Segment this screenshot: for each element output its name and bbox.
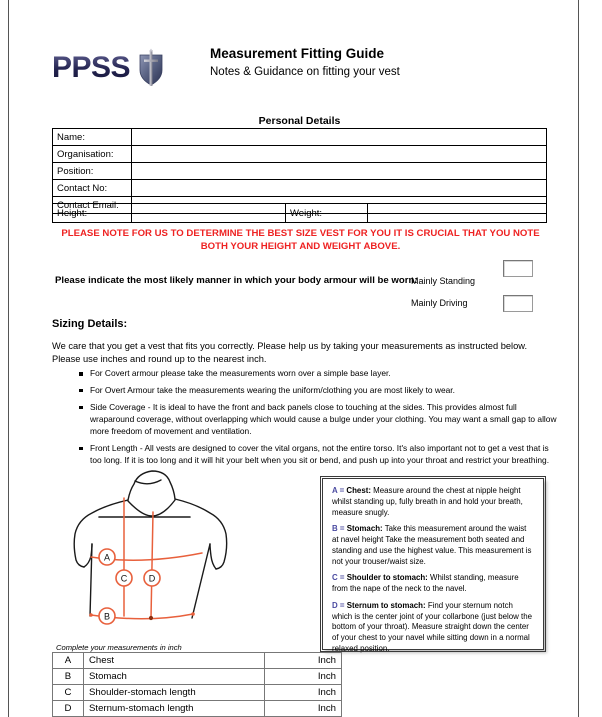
page-border-right <box>578 0 579 717</box>
field-label-height: Height: <box>53 204 132 223</box>
meas-input-d[interactable] <box>265 701 342 717</box>
instruction-term-d: Sternum to stomach: <box>346 600 426 610</box>
meas-key-a: A <box>53 653 84 669</box>
instruction-item-d: D = Sternum to stomach: Find your sternum notch which is the center joint of your collarbone (just below the bottom of your throat). Measure straight down the center of your chest to your navel while sitting down in a normal relaxed position. <box>332 600 533 653</box>
instruction-item-b: B = Stomach: Take this measurement around the waist at navel height Take the measurement both seated and standing and use the highest value. This measurement is not your trouser/waist size. <box>332 524 532 566</box>
instruction-text-d: Find your sternum notch which is the center joint of your collarbone (just below the bottom of your throat). Measure straight down the center of your chest to your navel while sitting down in a normal relaxed position. <box>332 600 533 653</box>
manner-option-standing-label: Mainly Standing <box>411 276 476 286</box>
instruction-term-c: Shoulder to stomach: <box>346 573 428 583</box>
manner-question-label: Please indicate the most likely manner in which your body armour will be worn: <box>55 275 418 286</box>
field-label-contact-email: Contact Email: <box>53 197 132 214</box>
field-input-height[interactable] <box>132 204 286 223</box>
page-title: Measurement Fitting Guide <box>210 46 385 61</box>
meas-name-b: Stomach <box>84 669 265 685</box>
list-item: Side Coverage - It is ideal to have the front and back panels close to touching at the sides. This provides almost full wraparound coverage, without overlapping which would cause a bulge under your clothing. You may want a small gap to allow more freedom of movement and ventilation. <box>90 402 560 438</box>
diagram-label-c: C <box>120 573 128 584</box>
instruction-key-c: C <box>332 573 338 583</box>
meas-key-b: B <box>53 669 84 685</box>
sizing-intro-line-2: Please use inches and round up to the nearest inch. <box>52 353 267 364</box>
document-header <box>52 46 552 102</box>
table-row <box>53 146 547 163</box>
instruction-key-b: B <box>332 524 338 534</box>
meas-input-a[interactable] <box>265 653 342 669</box>
measurements-table <box>52 652 342 717</box>
meas-input-b[interactable] <box>265 669 342 685</box>
field-label-weight: Weight: <box>286 204 368 223</box>
page-border-left <box>8 0 9 717</box>
checkbox-mainly-driving[interactable] <box>503 295 533 312</box>
instruction-key-d: D <box>332 600 338 610</box>
warning-line-2: BOTH YOUR HEIGHT AND WEIGHT ABOVE. <box>200 240 401 252</box>
meas-key-c: C <box>53 685 84 701</box>
diagram-label-b: B <box>103 611 111 622</box>
header-title-block <box>210 46 550 79</box>
field-input-weight[interactable] <box>368 204 547 223</box>
sizing-intro-line-1: We care that you get a vest that fits you correctly. Please help us by taking your measurements as instructed below. <box>52 341 528 351</box>
diagram-label-d: D <box>148 573 156 584</box>
field-input-position[interactable] <box>132 163 547 180</box>
meas-name-d: Sternum-stomach length <box>84 701 265 717</box>
diagram-label-a: A <box>103 552 111 563</box>
table-row <box>53 180 547 197</box>
height-weight-table <box>52 203 547 223</box>
warning-line-1: PLEASE NOTE FOR US TO DETERMINE THE BEST SIZE VEST FOR YOU IT IS CRUCIAL THAT YOU NOTE <box>61 228 540 239</box>
meas-unit-b: Inch <box>317 671 336 682</box>
field-input-name[interactable] <box>132 129 547 146</box>
instruction-text-b: Take this measurement around the waist at navel height Take the measurement both seated and standing and use the highest value. This measurement is not your trouser/waist size. <box>332 524 532 566</box>
table-row <box>53 701 342 717</box>
sizing-intro-text <box>52 340 532 366</box>
instruction-term-b: Stomach: <box>346 524 383 534</box>
field-input-contact-no[interactable] <box>132 180 547 197</box>
sizing-bullet-list <box>72 368 560 471</box>
list-item: Front Length - All vests are designed to cover the vital organs, not the entire torso. It's also important not to get a vest that is too long. If it is too long and it will hit your belt when you sit or bend, and push up into your throat and restrict your breathing. <box>90 443 560 467</box>
personal-details-heading: Personal Details <box>258 115 341 127</box>
instruction-item-c: C = Shoulder to stomach: Whilst standing, measure from the nape of the neck to the navel. <box>332 573 519 593</box>
table-row <box>53 163 547 180</box>
meas-name-a: Chest <box>84 653 265 669</box>
meas-unit-c: Inch <box>317 687 336 698</box>
ppss-logo-text: PPSS <box>52 51 131 84</box>
table-row <box>53 685 342 701</box>
checkbox-mainly-standing[interactable] <box>503 260 533 277</box>
field-label-position: Position: <box>53 163 132 180</box>
field-label-name: Name: <box>53 129 132 146</box>
table-row <box>53 653 342 669</box>
instruction-text-a: Measure around the chest at nipple height whilst standing up, fully breath in and hold your breath, measure snugly. <box>332 486 523 517</box>
instruction-text-c: Whilst standing, measure from the nape of the neck to the navel. <box>332 573 519 593</box>
table-row <box>53 204 547 223</box>
meas-unit-d: Inch <box>317 703 336 714</box>
meas-unit-a: Inch <box>317 655 336 666</box>
instruction-item-a: A = Chest: Measure around the chest at nipple height whilst standing up, fully breath in and hold your breath, measure snugly. <box>332 486 523 517</box>
measurements-caption: Complete your measurements in inch <box>56 643 182 652</box>
page-subtitle: Notes & Guidance on fitting your vest <box>210 65 400 78</box>
instruction-term-a: Chest: <box>346 486 371 495</box>
sizing-details-heading: Sizing Details: <box>52 318 128 330</box>
meas-key-d: D <box>53 701 84 717</box>
height-weight-warning <box>52 228 549 254</box>
list-item: For Overt Armour take the measurements wearing the uniform/clothing you are most likely to wear. <box>90 385 560 397</box>
manner-option-driving-label: Mainly Driving <box>411 298 468 308</box>
field-label-organisation: Organisation: <box>53 146 132 163</box>
shield-sword-icon <box>136 48 166 88</box>
ppss-logo <box>52 48 166 88</box>
personal-details-table <box>52 128 547 214</box>
field-input-organisation[interactable] <box>132 146 547 163</box>
table-row <box>53 669 342 685</box>
list-item: For Covert armour please take the measurements worn over a simple base layer. <box>90 368 560 380</box>
field-label-contact-no: Contact No: <box>53 180 132 197</box>
meas-input-c[interactable] <box>265 685 342 701</box>
instruction-key-a: A <box>332 486 338 495</box>
meas-name-c: Shoulder-stomach length <box>84 685 265 701</box>
table-row <box>53 129 547 146</box>
measurement-instructions-box <box>322 478 544 653</box>
torso-measurement-diagram <box>62 468 317 640</box>
